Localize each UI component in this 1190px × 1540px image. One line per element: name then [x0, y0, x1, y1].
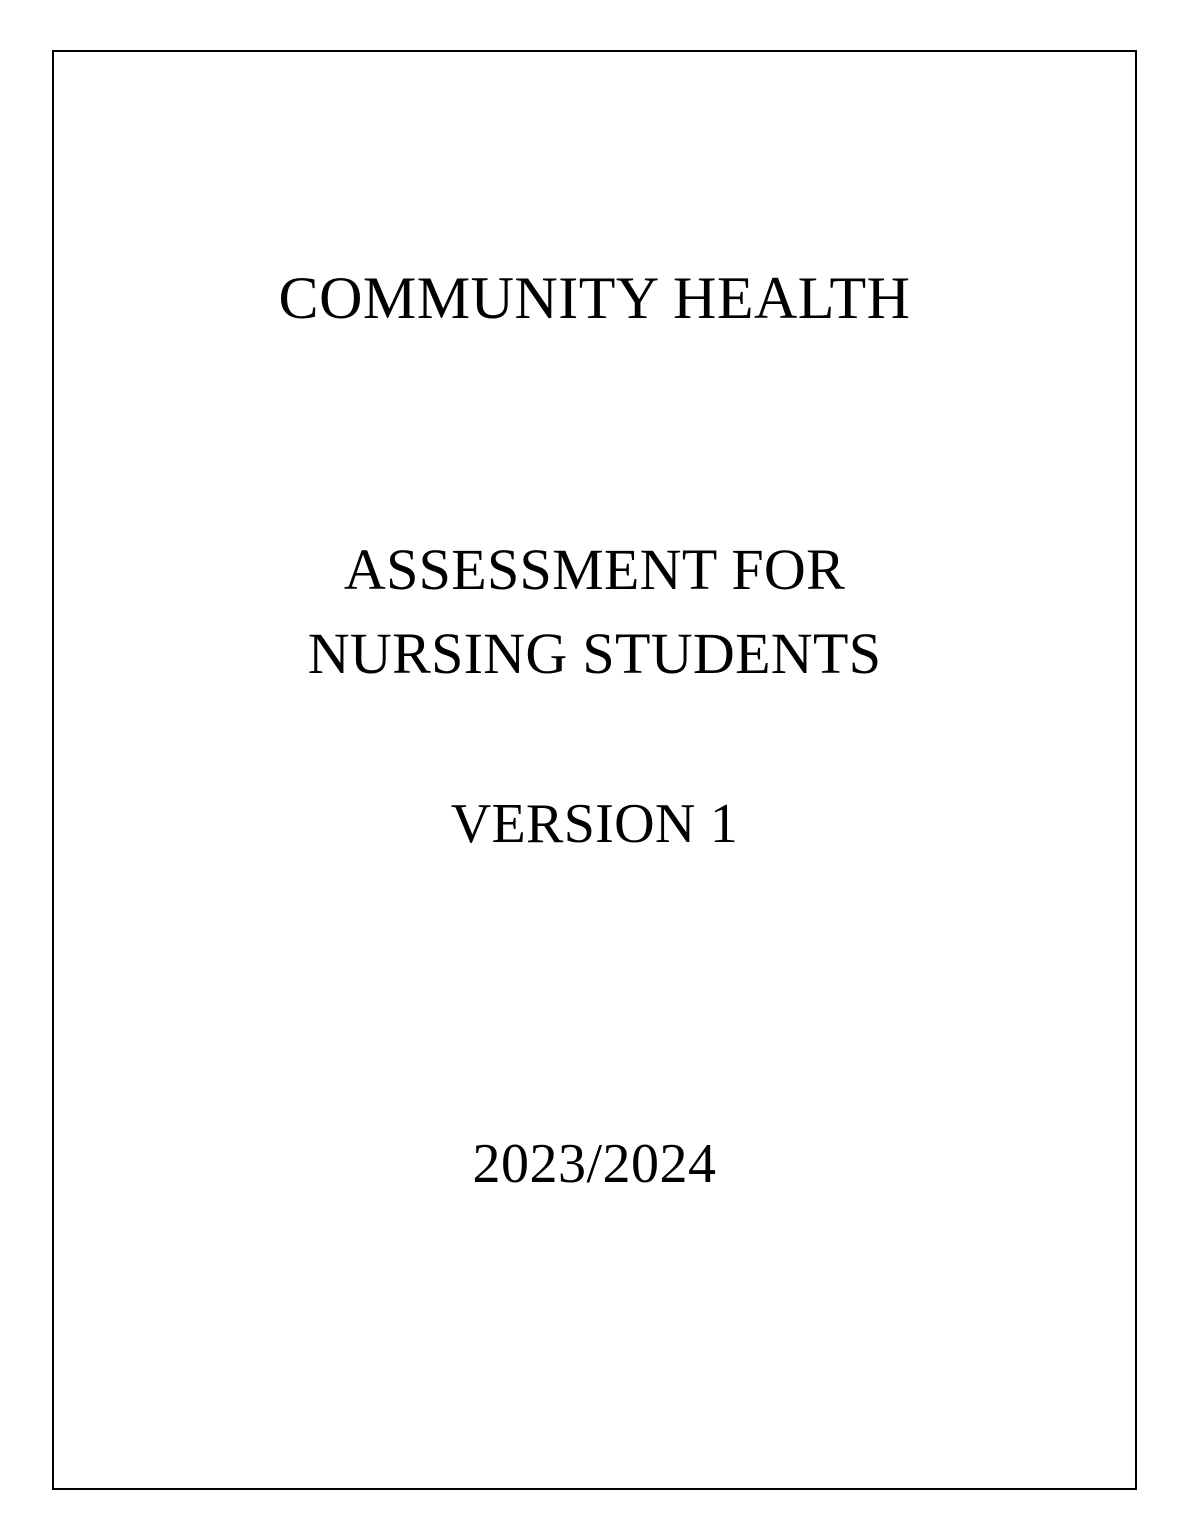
- cover-page-content: [52, 50, 1137, 1490]
- subtitle-line-assessment-for: ASSESSMENT FOR: [343, 537, 846, 602]
- page-subtitle: [52, 528, 1137, 696]
- title-line-community-health: COMMUNITY HEALTH: [278, 265, 911, 331]
- version-text: VERSION 1: [450, 793, 739, 855]
- subtitle-line-nursing-students: NURSING STUDENTS: [307, 621, 882, 686]
- academic-year-label: [52, 1130, 1137, 1198]
- academic-year-text: 2023/2024: [472, 1133, 717, 1195]
- page-title: [52, 262, 1137, 334]
- version-label: [52, 790, 1137, 858]
